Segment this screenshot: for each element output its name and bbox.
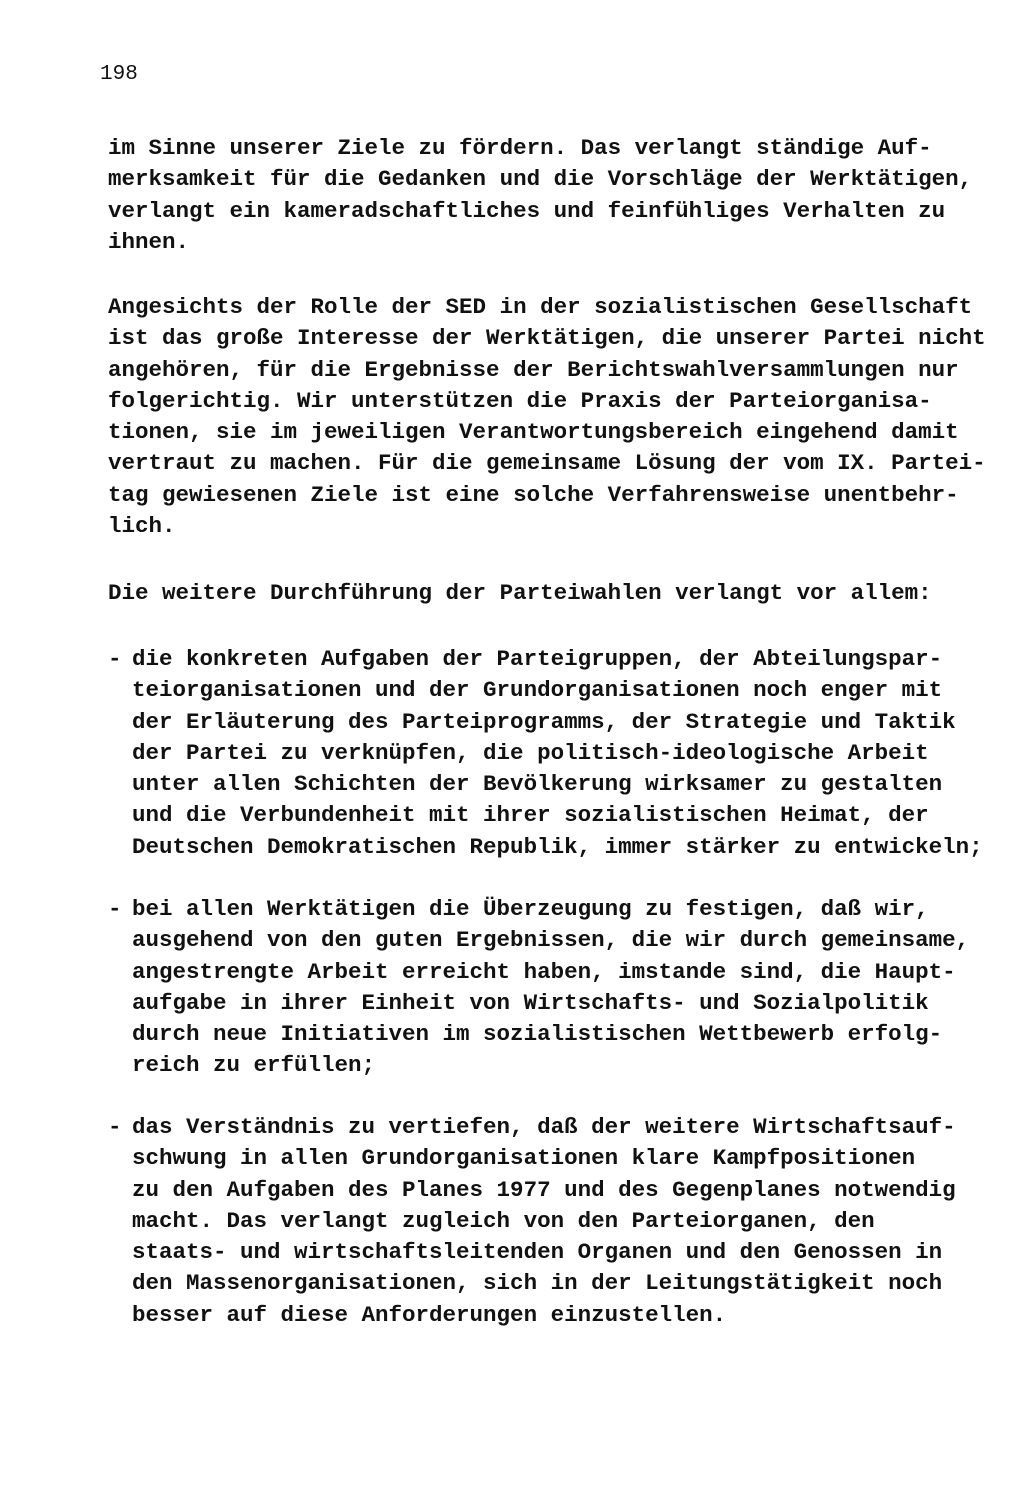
text-line: tag gewiesenen Ziele ist eine solche Verfahrensweise unentbehr-	[108, 481, 959, 508]
bullet-dash: -	[108, 1114, 122, 1140]
text-line: angestrengte Arbeit erreicht haben, imstande sind, die Haupt-	[132, 958, 956, 985]
page-number: 198	[100, 63, 138, 86]
text-line: ihnen.	[108, 228, 190, 255]
text-line: macht. Das verlangt zugleich von den Parteiorganen, den	[132, 1207, 875, 1234]
text-line: merksamkeit für die Gedanken und die Vorschläge der Werktätigen,	[108, 166, 973, 193]
paragraph-2	[108, 292, 986, 542]
text-line: unter allen Schichten der Bevölkerung wirksamer zu gestalten	[132, 771, 943, 798]
paragraph-1	[108, 133, 972, 258]
text-line: im Sinne unserer Ziele zu fördern. Das verlangt ständige Auf-	[108, 135, 932, 161]
text-line: angehören, für die Ergebnisse der Berichtswahlversammlungen nur	[108, 356, 959, 383]
bullet-body	[132, 1112, 956, 1331]
text-line: staats- und wirtschaftsleitenden Organen und den Genossen in	[132, 1239, 943, 1266]
text-line: verlangt ein kameradschaftliches und feinfühliges Verhalten zu	[108, 197, 946, 224]
text-line: ist das große Interesse der Werktätigen, die unserer Partei nicht	[108, 325, 986, 352]
text-line: Deutschen Demokratischen Republik, immer stärker zu entwickeln;	[132, 833, 983, 860]
text-line: der Erläuterung des Parteiprogramms, der Strategie und Taktik	[132, 708, 956, 735]
bullet-body	[132, 894, 969, 1082]
text-line: reich zu erfüllen;	[132, 1052, 376, 1079]
text-line: Angesichts der Rolle der SED in der sozialistischen Gesellschaft	[108, 294, 973, 320]
text-line: folgerichtig. Wir unterstützen die Praxis der Parteiorganisa-	[108, 387, 932, 414]
text-line: schwung in allen Grundorganisationen klare Kampfpositionen	[132, 1145, 916, 1172]
text-line: lich.	[108, 513, 176, 540]
text-line: Die weitere Durchführung der Parteiwahlen verlangt vor allem:	[108, 580, 932, 606]
text-line: den Massenorganisationen, sich in der Leitungstätigkeit noch	[132, 1270, 943, 1297]
text-line: das Verständnis zu vertiefen, daß der weitere Wirtschaftsauf-	[132, 1114, 956, 1140]
text-line: tionen, sie im jeweiligen Verantwortungsbereich eingehend damit	[108, 419, 959, 446]
bullet-dash: -	[108, 646, 122, 672]
text-line: bei allen Werktätigen die Überzeugung zu festigen, daß wir,	[132, 896, 929, 922]
text-line: durch neue Initiativen im sozialistischen Wettbewerb erfolg-	[132, 1021, 943, 1048]
text-line: besser auf diese Anforderungen einzustellen.	[132, 1301, 727, 1328]
paragraph-3	[108, 578, 932, 609]
text-line: und die Verbundenheit mit ihrer sozialistischen Heimat, der	[132, 802, 929, 829]
text-line: teiorganisationen und der Grundorganisationen noch enger mit	[132, 677, 943, 704]
text-line: die konkreten Aufgaben der Parteigruppen, der Abteilungspar-	[132, 646, 943, 672]
bullet-dash: -	[108, 896, 122, 922]
text-line: ausgehend von den guten Ergebnissen, die wir durch gemeinsame,	[132, 927, 970, 954]
text-line: zu den Aufgaben des Planes 1977 und des Gegenplanes notwendig	[132, 1176, 956, 1203]
text-line: vertraut zu machen. Für die gemeinsame Lösung der vom IX. Partei-	[108, 450, 986, 477]
bullet-body	[132, 644, 983, 863]
text-line: aufgabe in ihrer Einheit von Wirtschafts- und Sozialpolitik	[132, 989, 929, 1016]
text-line: der Partei zu verknüpfen, die politisch-ideologische Arbeit	[132, 739, 929, 766]
